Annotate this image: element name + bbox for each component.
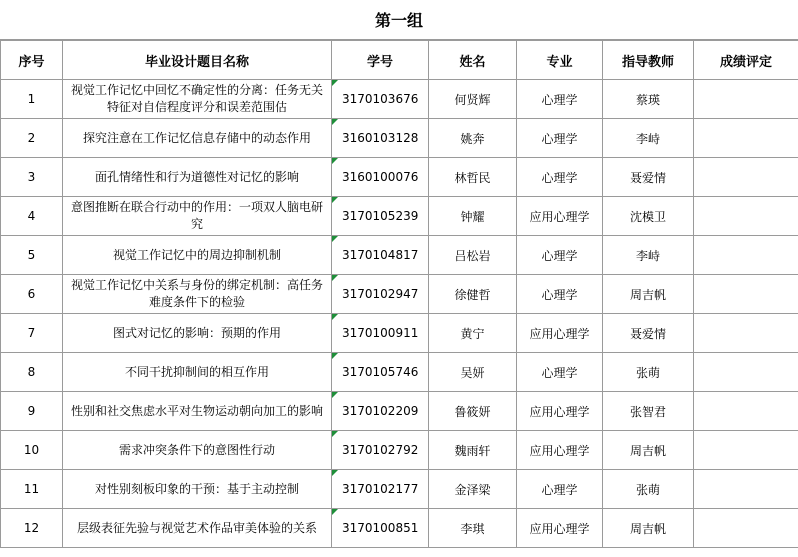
cell-no-text: 6 [27,287,36,301]
table-row [1,314,798,353]
cell-name-text: 李琪 [460,521,485,536]
table-row [1,80,798,119]
number-stored-as-text-indicator-icon [332,314,338,320]
cell-major-text: 应用心理学 [529,404,590,419]
cell-student-id-text: 3160103128 [342,131,419,145]
cell-major-text: 心理学 [541,170,578,185]
cell-student-id-text: 3160100076 [342,170,419,184]
cell-student-id[interactable] [332,236,429,275]
cell-title-text: 需求冲突条件下的意图性行动 [118,442,275,457]
number-stored-as-text-indicator-icon [332,509,338,515]
cell-title[interactable] [63,236,332,275]
cell-advisor-text: 周吉帆 [629,443,666,458]
cell-student-id[interactable] [332,509,429,548]
cell-advisor[interactable] [603,197,694,236]
cell-major[interactable] [517,80,603,119]
cell-name[interactable] [429,80,517,119]
cell-title-text: 视觉工作记忆中的周边抑制机制 [112,247,281,262]
cell-major-text: 应用心理学 [529,443,590,458]
cell-title-text: 面孔情绪性和行为道德性对记忆的影响 [94,169,299,184]
number-stored-as-text-indicator-icon [332,470,338,476]
cell-advisor-text: 聂爱情 [629,170,666,185]
cell-major[interactable] [517,275,603,314]
table-row [1,431,798,470]
cell-student-id[interactable] [332,353,429,392]
cell-no[interactable] [1,158,63,197]
cell-student-id-text: 3170103676 [342,92,419,106]
cell-name[interactable] [429,470,517,509]
grade-table [0,40,798,548]
cell-advisor[interactable] [603,353,694,392]
cell-name-text: 魏雨轩 [454,443,491,458]
cell-title-text: 性别和社交焦虑水平对生物运动朝向加工的影响 [70,403,323,418]
cell-major[interactable] [517,197,603,236]
cell-title[interactable] [63,431,332,470]
cell-advisor[interactable] [603,275,694,314]
cell-grade[interactable] [694,392,798,431]
header-row [1,41,798,80]
cell-no[interactable] [1,275,63,314]
cell-major-text: 应用心理学 [529,209,590,224]
cell-no[interactable] [1,392,63,431]
cell-no-text: 11 [23,482,40,496]
cell-grade[interactable] [694,470,798,509]
cell-no[interactable] [1,314,63,353]
cell-advisor[interactable] [603,314,694,353]
cell-no[interactable] [1,80,63,119]
cell-title-text: 视觉工作记忆中关系与身份的绑定机制：高任务难度条件下的检验 [70,278,323,309]
cell-student-id[interactable] [332,158,429,197]
cell-advisor-text: 周吉帆 [629,521,666,536]
cell-name-text: 姚奔 [460,131,485,146]
cell-major[interactable] [517,353,603,392]
cell-major[interactable] [517,431,603,470]
cell-major-text: 应用心理学 [529,521,590,536]
cell-student-id-text: 3170100851 [342,521,419,535]
cell-no-text: 3 [27,170,36,184]
cell-major-text: 心理学 [541,131,578,146]
cell-student-id[interactable] [332,392,429,431]
cell-no-text: 5 [27,248,36,262]
table-row [1,470,798,509]
col-header-advisor[interactable]: 指导教师 [603,41,694,80]
cell-student-id-text: 3170102947 [342,287,419,301]
number-stored-as-text-indicator-icon [332,431,338,437]
cell-advisor[interactable] [603,431,694,470]
cell-grade[interactable] [694,353,798,392]
cell-title-text: 视觉工作记忆中回忆不确定性的分离：任务无关特征对自信程度评分和误差范围估 [70,83,323,114]
cell-student-id-text: 3170102209 [342,404,419,418]
cell-title-text: 对性别刻板印象的干预：基于主动控制 [94,481,299,496]
cell-major[interactable] [517,119,603,158]
cell-no[interactable] [1,431,63,470]
table-row [1,236,798,275]
cell-name-text: 吕松岩 [454,248,491,263]
table-row [1,275,798,314]
cell-name[interactable] [429,197,517,236]
number-stored-as-text-indicator-icon [332,275,338,281]
table-row [1,197,798,236]
cell-student-id-text: 3170105239 [342,209,419,223]
cell-advisor-text: 李峙 [635,248,660,263]
number-stored-as-text-indicator-icon [332,80,338,86]
col-header-name[interactable]: 姓名 [429,41,517,80]
cell-grade[interactable] [694,80,798,119]
cell-name[interactable] [429,119,517,158]
table-row [1,392,798,431]
cell-student-id[interactable] [332,80,429,119]
cell-name[interactable] [429,431,517,470]
cell-no[interactable] [1,119,63,158]
cell-advisor[interactable] [603,470,694,509]
cell-title[interactable] [63,275,332,314]
number-stored-as-text-indicator-icon [332,353,338,359]
cell-name-text: 鲁筱妍 [454,404,491,419]
cell-advisor-text: 聂爱情 [629,326,666,341]
cell-advisor-text: 张智君 [629,404,666,419]
cell-name-text: 黄宁 [460,326,485,341]
cell-student-id-text: 3170105746 [342,365,419,379]
cell-name-text: 何贤辉 [454,92,491,107]
table-row [1,509,798,548]
cell-no-text: 12 [23,521,40,535]
cell-advisor-text: 张萌 [635,365,660,380]
cell-title[interactable] [63,470,332,509]
cell-name-text: 徐健哲 [454,287,491,302]
cell-student-id[interactable] [332,314,429,353]
cell-advisor[interactable] [603,158,694,197]
cell-major-text: 心理学 [541,287,578,302]
cell-grade[interactable] [694,509,798,548]
number-stored-as-text-indicator-icon [332,392,338,398]
cell-major[interactable] [517,470,603,509]
cell-no-text: 1 [27,92,36,106]
cell-grade[interactable] [694,431,798,470]
cell-major[interactable] [517,392,603,431]
table-row [1,119,798,158]
cell-student-id[interactable] [332,431,429,470]
cell-student-id-text: 3170102792 [342,443,419,457]
cell-major-text: 心理学 [541,92,578,107]
cell-grade[interactable] [694,314,798,353]
table-row [1,158,798,197]
cell-no[interactable] [1,197,63,236]
cell-title[interactable] [63,80,332,119]
col-header-grade[interactable]: 成绩评定 [694,41,798,80]
cell-title-text: 层级表征先验与视觉艺术作品审美体验的关系 [76,520,317,535]
cell-name[interactable] [429,509,517,548]
cell-advisor[interactable] [603,509,694,548]
cell-no-text: 7 [27,326,36,340]
cell-title-text: 图式对记忆的影响：预期的作用 [112,325,281,340]
cell-no[interactable] [1,353,63,392]
cell-name[interactable] [429,392,517,431]
cell-no-text: 4 [27,209,36,223]
cell-advisor-text: 周吉帆 [629,287,666,302]
cell-no-text: 8 [27,365,36,379]
cell-advisor-text: 李峙 [635,131,660,146]
col-header-no[interactable]: 序号 [1,41,63,80]
cell-major[interactable] [517,158,603,197]
cell-student-id[interactable] [332,119,429,158]
number-stored-as-text-indicator-icon [332,236,338,242]
cell-name-text: 林哲民 [454,170,491,185]
cell-advisor[interactable] [603,80,694,119]
cell-advisor[interactable] [603,119,694,158]
cell-student-id-text: 3170102177 [342,482,419,496]
cell-title[interactable] [63,158,332,197]
cell-advisor-text: 沈模卫 [629,209,666,224]
cell-title[interactable] [63,392,332,431]
cell-grade[interactable] [694,275,798,314]
number-stored-as-text-indicator-icon [332,197,338,203]
cell-student-id[interactable] [332,470,429,509]
cell-major[interactable] [517,509,603,548]
number-stored-as-text-indicator-icon [332,119,338,125]
cell-student-id[interactable] [332,197,429,236]
cell-no-text: 10 [23,443,40,457]
sheet-title[interactable]: 第一组 [0,0,798,40]
cell-title-text: 探究注意在工作记忆信息存储中的动态作用 [82,130,311,145]
cell-title[interactable] [63,197,332,236]
cell-name[interactable] [429,158,517,197]
cell-no-text: 2 [27,131,36,145]
cell-name[interactable] [429,275,517,314]
col-header-sid[interactable]: 学号 [332,41,429,80]
cell-major[interactable] [517,236,603,275]
cell-name-text: 金泽梁 [454,482,491,497]
cell-major-text: 心理学 [541,482,578,497]
cell-student-id-text: 3170104817 [342,248,419,262]
cell-no[interactable] [1,470,63,509]
table-row [1,353,798,392]
number-stored-as-text-indicator-icon [332,158,338,164]
cell-title[interactable] [63,119,332,158]
cell-major-text: 心理学 [541,248,578,263]
cell-advisor-text: 张萌 [635,482,660,497]
cell-no-text: 9 [27,404,36,418]
col-header-major[interactable]: 专业 [517,41,603,80]
cell-title[interactable] [63,353,332,392]
cell-major[interactable] [517,314,603,353]
cell-no[interactable] [1,236,63,275]
cell-name-text: 吴妍 [460,365,485,380]
cell-major-text: 心理学 [541,365,578,380]
cell-name-text: 钟耀 [460,209,485,224]
cell-grade[interactable] [694,236,798,275]
cell-student-id-text: 3170100911 [342,326,419,340]
cell-name[interactable] [429,236,517,275]
cell-title[interactable] [63,314,332,353]
cell-student-id[interactable] [332,275,429,314]
cell-grade[interactable] [694,119,798,158]
cell-title[interactable] [63,509,332,548]
cell-no[interactable] [1,509,63,548]
cell-advisor[interactable] [603,392,694,431]
cell-grade[interactable] [694,197,798,236]
cell-title-text: 意图推断在联合行动中的作用：一项双人脑电研究 [70,200,323,231]
cell-title-text: 不同干扰抑制间的相互作用 [124,364,269,379]
cell-advisor-text: 蔡瑛 [635,92,660,107]
col-header-title[interactable]: 毕业设计题目名称 [63,41,332,80]
cell-advisor[interactable] [603,236,694,275]
cell-name[interactable] [429,353,517,392]
cell-grade[interactable] [694,158,798,197]
cell-name[interactable] [429,314,517,353]
cell-major-text: 应用心理学 [529,326,590,341]
